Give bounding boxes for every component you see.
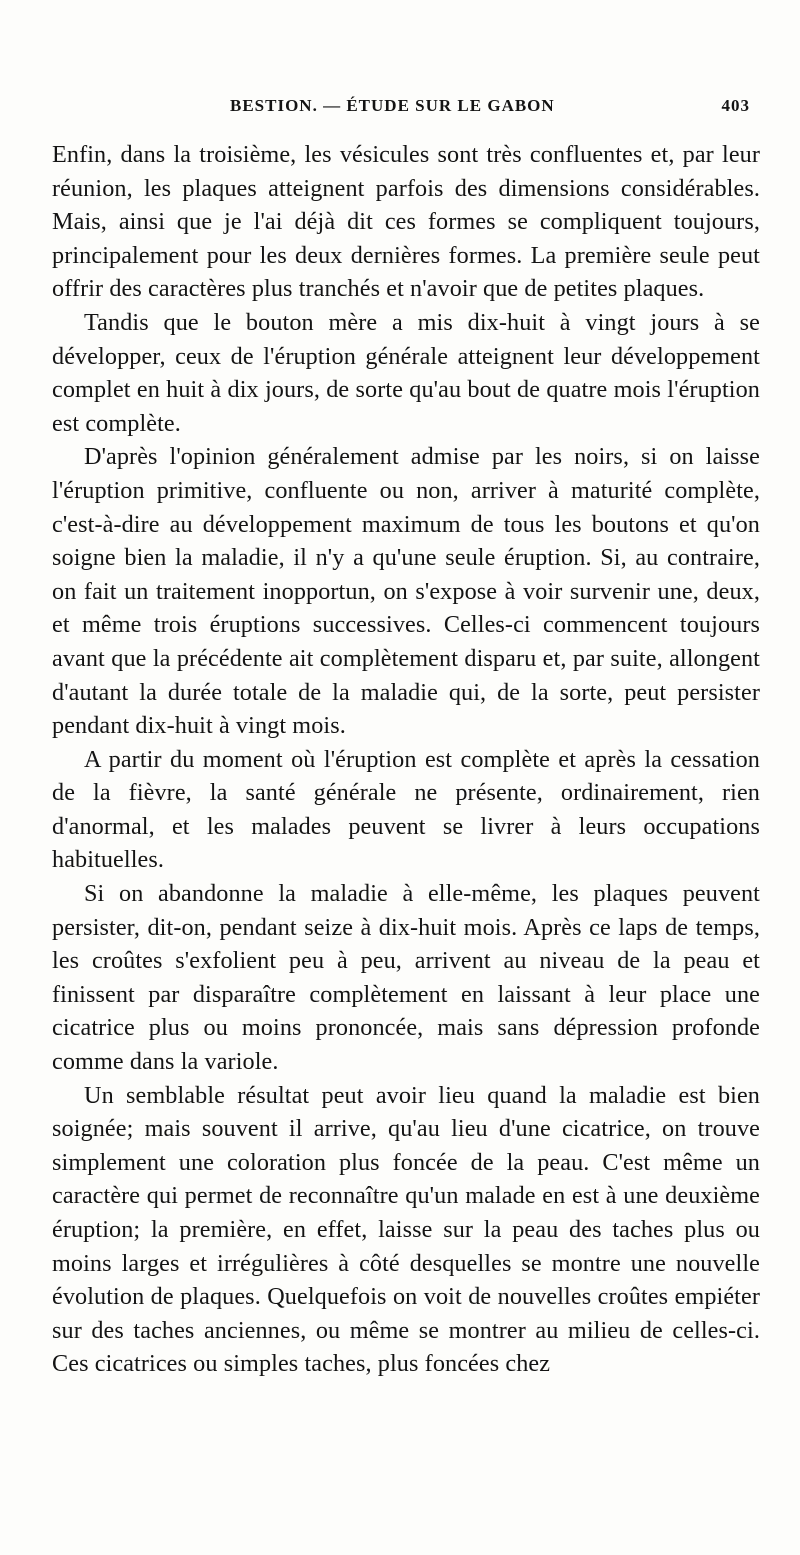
- paragraph-3: D'après l'opinion généralement admise par les noirs, si on laisse l'éruption primitive, confluente ou non, arriver à maturité complète, c'est-à-dire au développement maximum de tous les boutons et qu'on soigne bien la maladie, il n'y a qu'une seule éruption. Si, au contraire, on fait un traitement inopportun, on s'expose à voir survenir une, deux, et même trois éruptions successives. Celles-ci commencent toujours avant que la précédente ait complètement disparu et, par suite, allongent d'autant la durée totale de la maladie qui, de la sorte, peut persister pendant dix-huit à vingt mois.: [52, 443, 760, 740]
- paragraph-4: A partir du moment où l'éruption est complète et après la cessation de la fièvre, la santé générale ne présente, ordinairement, rien d'anormal, et les malades peuvent se livrer à leurs occupations habituelles.: [52, 745, 760, 874]
- paragraph-2: Tandis que le bouton mère a mis dix-huit à vingt jours à se développer, ceux de l'éruption générale atteignent leur développement complet en huit à dix jours, de sorte qu'au bout de quatre mois l'éruption est complète.: [52, 308, 760, 437]
- running-title: BESTION. — ÉTUDE SUR LE GABON: [230, 96, 555, 115]
- paragraph-6: Un semblable résultat peut avoir lieu quand la maladie est bien soignée; mais souvent il arrive, qu'au lieu d'une cicatrice, on trouve simplement une coloration plus foncée de la peau. C'est même un caractère qui permet de reconnaître qu'un malade en est à une deuxième éruption; la première, en effet, laisse sur la peau des taches plus ou moins larges et irrégulières à côté desquelles se montre une nouvelle évolution de plaques. Quelquefois on voit de nouvelles croûtes empiéter sur des taches anciennes, ou même se montrer au milieu de celles-ci. Ces cicatrices ou simples taches, plus foncées chez: [52, 1081, 760, 1378]
- page-number: 403: [721, 96, 750, 115]
- paragraph-1: Enfin, dans la troisième, les vésicules sont très confluentes et, par leur réunion, les plaques atteignent parfois des dimensions considérables. Mais, ainsi que je l'ai déjà dit ces formes se compliquent toujours, principalement pour les deux dernières formes. La première seule peut offrir des caractères plus tranchés et n'avoir que de petites plaques.: [52, 141, 760, 303]
- running-header: [52, 88, 760, 128]
- document-page: [0, 88, 800, 1555]
- body-text: [52, 138, 760, 1381]
- paragraph-5: Si on abandonne la maladie à elle-même, les plaques peuvent persister, dit-on, pendant seize à dix-huit mois. Après ce laps de temps, les croûtes s'exfolient peu à peu, arrivent au niveau de la peau et finissent par disparaître complètement en laissant à leur place une cicatrice plus ou moins prononcée, mais sans dépression profonde comme dans la variole.: [52, 880, 760, 1076]
